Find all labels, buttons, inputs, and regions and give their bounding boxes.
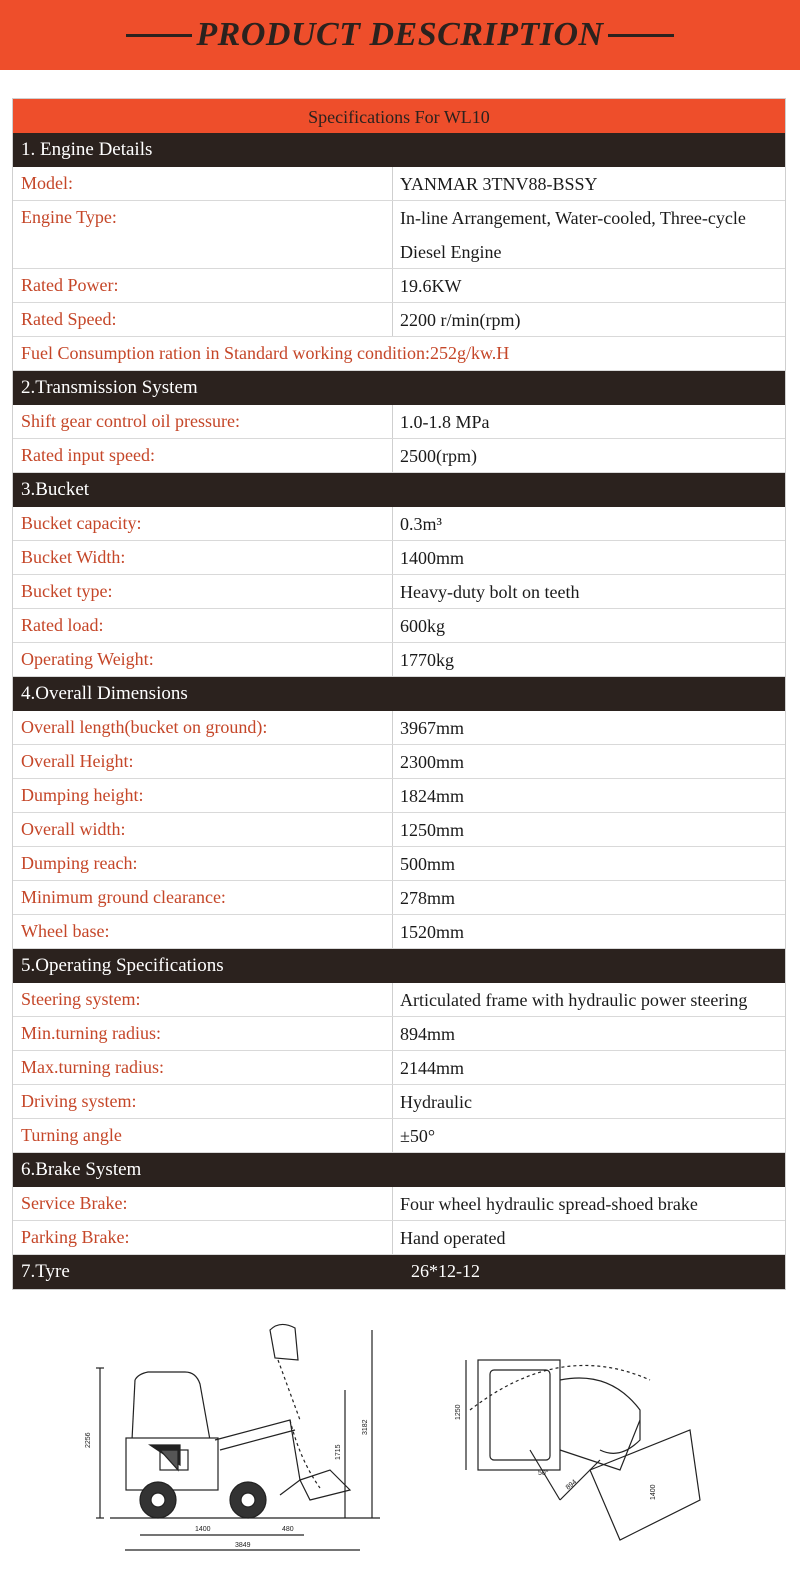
spec-label: Rated input speed: <box>21 445 155 465</box>
cell-divider <box>392 983 393 1016</box>
spec-value <box>400 1119 435 1153</box>
cell-divider <box>392 1221 393 1254</box>
spec-row <box>13 405 785 439</box>
spec-value-line: Four wheel hydraulic spread-shoed brake <box>400 1194 698 1214</box>
dim-front-overhang: 480 <box>282 1526 294 1533</box>
spec-value-line: 3967mm <box>400 718 465 738</box>
dim-width: 1250 <box>455 1404 462 1420</box>
spec-label: Minimum ground clearance: <box>21 887 226 907</box>
section-title: 5.Operating Specifications <box>21 955 224 976</box>
spec-value-line: Hand operated <box>400 1228 506 1248</box>
cell-divider <box>392 813 393 846</box>
spec-value <box>400 269 462 303</box>
spec-row <box>13 711 785 745</box>
section-header-2 <box>13 371 785 405</box>
spec-label: Engine Type: <box>21 207 117 227</box>
spec-value-line: In-line Arrangement, Water-cooled, Three-cycle <box>400 208 746 228</box>
spec-value-line: 19.6KW <box>400 276 462 296</box>
spec-label: Dumping height: <box>21 785 144 805</box>
spec-row <box>13 643 785 677</box>
spec-value-line: Heavy-duty bolt on teeth <box>400 582 580 602</box>
spec-label: Min.turning radius: <box>21 1023 161 1043</box>
spec-value-line: 2144mm <box>400 1058 465 1078</box>
spec-row <box>13 269 785 303</box>
spec-value <box>400 1085 472 1119</box>
spec-row-full <box>13 337 785 371</box>
spec-row <box>13 507 785 541</box>
spec-value-line: 500mm <box>400 854 456 874</box>
dimension-drawing <box>0 1300 800 1580</box>
spec-value-line: 1.0-1.8 MPa <box>400 412 490 432</box>
spec-value <box>400 711 464 745</box>
section-title: 4.Overall Dimensions <box>21 683 188 704</box>
spec-value-line: 1824mm <box>400 786 465 806</box>
section-title: 3.Bucket <box>21 479 90 500</box>
section-header-1 <box>13 133 785 167</box>
spec-label: Overall width: <box>21 819 126 839</box>
spec-value <box>400 1051 464 1085</box>
spec-row <box>13 983 785 1017</box>
cell-divider <box>392 609 393 642</box>
spec-value <box>400 201 746 269</box>
section-header-tyre <box>13 1255 785 1289</box>
spec-label: Overall Height: <box>21 751 134 771</box>
spec-value-line: ±50° <box>400 1126 436 1146</box>
spec-value-line: Hydraulic <box>400 1092 472 1112</box>
spec-value-line: Diesel Engine <box>400 242 502 262</box>
spec-label: Overall length(bucket on ground): <box>21 717 268 737</box>
spec-label: Dumping reach: <box>21 853 138 873</box>
spec-row <box>13 1187 785 1221</box>
spec-row <box>13 439 785 473</box>
dim-lift-height: 1715 <box>335 1444 342 1460</box>
spec-row <box>13 167 785 201</box>
spec-value <box>400 779 464 813</box>
spec-label: Rated Speed: <box>21 309 117 329</box>
spec-row <box>13 813 785 847</box>
cell-divider <box>392 881 393 914</box>
spec-row <box>13 303 785 337</box>
dim-radius: 894 <box>564 1478 579 1492</box>
spec-row <box>13 881 785 915</box>
cell-divider <box>392 779 393 812</box>
spec-value <box>400 847 455 881</box>
spec-label: Bucket capacity: <box>21 513 142 533</box>
spec-row <box>13 915 785 949</box>
spec-row <box>13 1017 785 1051</box>
spec-table <box>12 98 786 1290</box>
cell-divider <box>392 1017 393 1050</box>
spec-table-header: Specifications For WL10 <box>13 99 785 133</box>
spec-value <box>400 745 464 779</box>
dim-angle: 50° <box>538 1470 549 1477</box>
spec-label: Steering system: <box>21 989 141 1009</box>
spec-row <box>13 1221 785 1255</box>
spec-row <box>13 1085 785 1119</box>
cell-divider <box>392 541 393 574</box>
dim-wheelbase: 1400 <box>195 1526 211 1533</box>
cell-divider <box>392 201 393 268</box>
spec-label: Model: <box>21 173 73 193</box>
spec-value-line: 2200 r/min(rpm) <box>400 310 521 330</box>
spec-row <box>13 847 785 881</box>
spec-value <box>400 575 579 609</box>
cell-divider <box>392 405 393 438</box>
dim-max-height: 3182 <box>362 1419 369 1435</box>
spec-row <box>13 541 785 575</box>
banner-right-rule <box>608 34 674 37</box>
cell-divider <box>392 269 393 302</box>
spec-label: Bucket Width: <box>21 547 126 567</box>
section-title: 6.Brake System <box>21 1159 142 1180</box>
spec-value-line: 0.3m³ <box>400 514 442 534</box>
cell-divider <box>392 643 393 676</box>
cell-divider <box>392 1085 393 1118</box>
side-view-drawing <box>96 1324 380 1550</box>
section-header-5 <box>13 949 785 983</box>
spec-value-line: 278mm <box>400 888 456 908</box>
spec-value <box>400 1017 455 1051</box>
spec-value <box>400 1221 505 1255</box>
spec-value <box>400 303 520 337</box>
spec-value-line: 1400mm <box>400 548 465 568</box>
spec-value <box>400 507 442 541</box>
cell-divider <box>392 1051 393 1084</box>
section-title: 2.Transmission System <box>21 377 198 398</box>
section-title: 1. Engine Details <box>21 139 153 160</box>
spec-row <box>13 575 785 609</box>
spec-label: Turning angle <box>21 1125 122 1145</box>
section-header-3 <box>13 473 785 507</box>
spec-value-line: 1520mm <box>400 922 465 942</box>
spec-label: Max.turning radius: <box>21 1057 164 1077</box>
spec-value <box>400 643 454 677</box>
spec-value <box>400 439 477 473</box>
cell-divider <box>392 847 393 880</box>
spec-row <box>13 1051 785 1085</box>
spec-value-line: 894mm <box>400 1024 456 1044</box>
spec-label: Rated load: <box>21 615 104 635</box>
spec-value-line: YANMAR 3TNV88-BSSY <box>400 174 598 194</box>
dim-length: 3849 <box>235 1542 251 1549</box>
spec-label: Shift gear control oil pressure: <box>21 411 240 431</box>
spec-label: Driving system: <box>21 1091 137 1111</box>
spec-row <box>13 779 785 813</box>
spec-label-full: Fuel Consumption ration in Standard working condition:252g/kw.H <box>21 343 510 363</box>
tyre-value: 26*12-12 <box>411 1261 480 1281</box>
spec-label: Rated Power: <box>21 275 119 295</box>
spec-row <box>13 609 785 643</box>
spec-row <box>13 745 785 779</box>
cell-divider <box>392 439 393 472</box>
section-header-4 <box>13 677 785 711</box>
spec-label: Bucket type: <box>21 581 113 601</box>
cell-divider <box>392 303 393 336</box>
spec-value <box>400 1187 698 1221</box>
section-title: 7.Tyre <box>21 1261 70 1282</box>
spec-value-line: Articulated frame with hydraulic power steering <box>400 990 748 1010</box>
cell-divider <box>392 167 393 200</box>
header-banner <box>0 0 800 70</box>
spec-value <box>400 541 464 575</box>
spec-value-line: 600kg <box>400 616 445 636</box>
banner-left-rule <box>126 34 192 37</box>
cell-divider <box>392 575 393 608</box>
cell-divider <box>392 1119 393 1152</box>
cell-divider <box>392 745 393 778</box>
spec-value <box>400 405 490 439</box>
spec-label: Parking Brake: <box>21 1227 130 1247</box>
spec-label: Operating Weight: <box>21 649 154 669</box>
dim-height-total: 2256 <box>85 1432 92 1448</box>
section-header-6 <box>13 1153 785 1187</box>
spec-row <box>13 1119 785 1153</box>
top-view-drawing <box>466 1360 700 1540</box>
technical-drawings <box>0 1300 800 1580</box>
cell-divider <box>392 711 393 744</box>
spec-value <box>400 881 455 915</box>
spec-value-line: 1250mm <box>400 820 465 840</box>
spec-value <box>400 609 445 643</box>
spec-row <box>13 201 785 269</box>
spec-label: Service Brake: <box>21 1193 128 1213</box>
cell-divider <box>392 915 393 948</box>
cell-divider <box>392 1187 393 1220</box>
spec-value <box>400 983 747 1017</box>
spec-value-line: 2500(rpm) <box>400 446 477 466</box>
dim-bucket: 1400 <box>650 1484 657 1500</box>
cell-divider <box>392 507 393 540</box>
banner-title: PRODUCT DESCRIPTION <box>196 16 604 53</box>
spec-value <box>400 915 464 949</box>
spec-label: Wheel base: <box>21 921 110 941</box>
spec-value-line: 1770kg <box>400 650 454 670</box>
spec-value-line: 2300mm <box>400 752 465 772</box>
spec-value <box>400 167 598 201</box>
spec-value <box>400 813 464 847</box>
